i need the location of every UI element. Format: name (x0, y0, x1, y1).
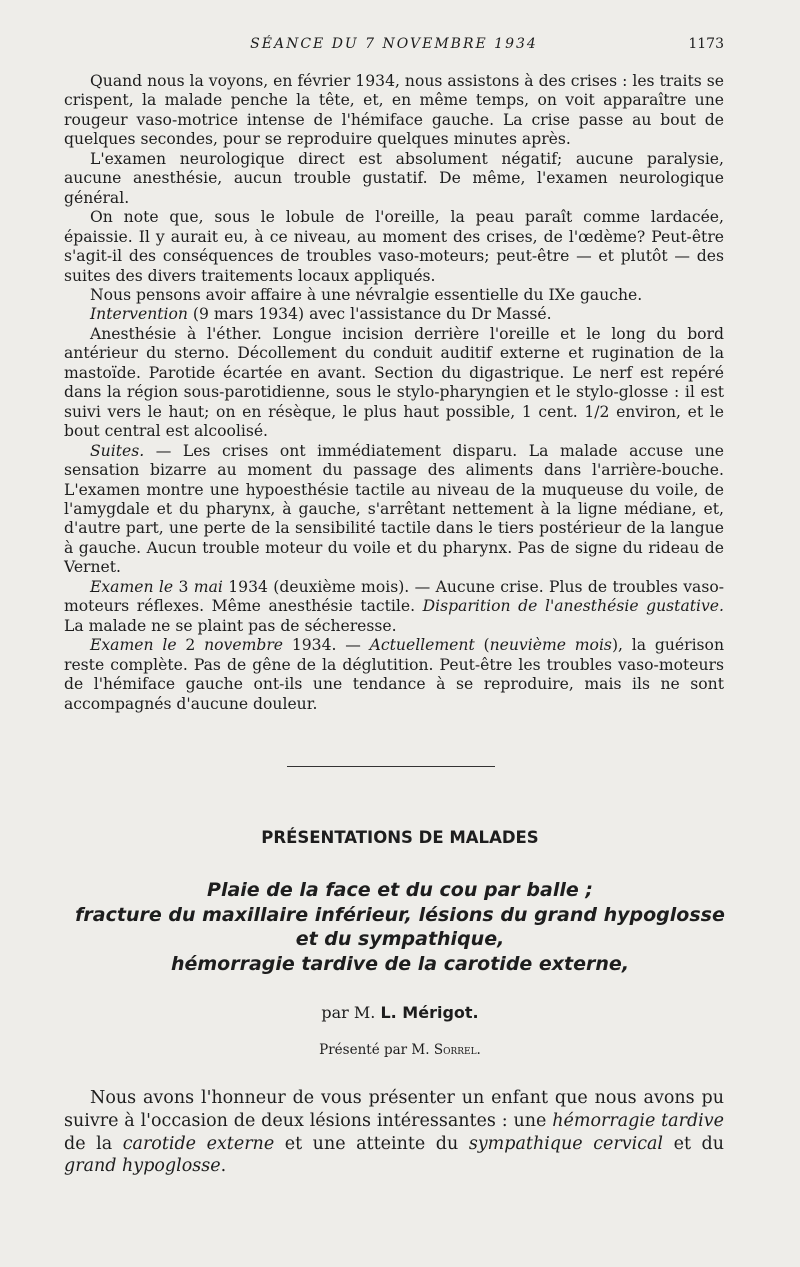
paragraph (64, 305, 724, 324)
text: Quand nous la voyons, en février 1934, nous assistons à des crises : les traits se crispent, la malade penche la tête, et, en même temps, on voit apparaître une rougeur vaso-motrice intense de l'hémiface gauche. La crise passe au bout de quelques secondes, pour se reproduire quelques minutes après. (64, 72, 724, 149)
page-number: 1173 (688, 36, 724, 52)
title-line: hémorragie tardive de la carotide externe, (170, 952, 630, 975)
presented-by-line (0, 1042, 800, 1058)
text: 1934. — (283, 636, 370, 655)
title-line: Plaie de la face et du cou par balle ; (207, 879, 593, 901)
text: de la (64, 1133, 123, 1154)
intro-paragraph (64, 1087, 724, 1178)
italic-text: Disparition de l'anesthésie gustative. (422, 597, 724, 616)
text: Anesthésie à l'éther. Longue incision derrière l'oreille et le long du bord antérieur du sterno. Décollement du conduit auditif externe et rugination de la mastoïde. Parotide écartée en avant. Section du digastrique. Le nerf est repéré dans la région sous-parotidienne, sous le stylo-pharyngien et le stylo-glosse : il est suivi vers le haut; on en résèque, le plus haut possible, 1 cent. 1/2 environ, et le bout central est alcoolisé. (64, 324, 724, 441)
text: 1934 (deuxième mois). — Aucune crise. Plus de troubles vaso-moteurs réflexes. Même anesthésie tactile. (64, 577, 724, 616)
text: (9 mars 1934) avec l'assistance du Dr Massé. (187, 305, 552, 324)
italic-text: Intervention (90, 305, 188, 324)
text: ), la guérison reste complète. Pas de gêne de la déglutition. Peut-être les troubles vaso-moteurs de l'hémiface gauche ont-ils une tendance à se reproduire, mais ils ne sont accompagnés d'aucune douleur. (64, 636, 724, 713)
author-line (0, 1003, 800, 1022)
text: On note que, sous le lobule de l'oreille, la peau paraît comme lardacée, épaissie. Il y aurait eu, à ce niveau, au moment des crises, de l'œdème? Peut-être s'agit-il des conséquences de troubles vaso-moteurs; peut-être — et plutôt — des suites des divers traitements locaux appliqués. (64, 208, 724, 285)
presenter-name: Sorrel. (433, 1042, 481, 1058)
italic-text: Examen le (90, 636, 177, 655)
paragraph (64, 325, 724, 442)
italic-text: carotide externe (122, 1133, 275, 1154)
paragraph (64, 578, 724, 636)
italic-text: Suites. (90, 441, 145, 460)
paragraph (64, 442, 724, 578)
text: La malade ne se plaint pas de sécheresse. (64, 616, 397, 635)
paragraph (64, 286, 724, 305)
title-line: et du sympathique, (295, 928, 505, 950)
paragraph (64, 150, 724, 208)
author-name: L. Mérigot. (380, 1003, 479, 1022)
italic-text: neuvième mois (489, 636, 612, 655)
italic-text: Examen le (90, 577, 174, 596)
text: 2 (176, 636, 205, 655)
presented-prefix: Présenté par M. (319, 1042, 430, 1058)
paragraph (64, 72, 724, 150)
section-divider (287, 766, 495, 767)
italic-text: Actuellement (369, 636, 475, 655)
case-report-text (64, 72, 724, 714)
section-heading: PRÉSENTATIONS DE MALADES (261, 828, 539, 847)
text: et une atteinte du (274, 1133, 469, 1154)
paragraph (64, 636, 724, 714)
italic-text: grand hypoglosse (64, 1156, 221, 1177)
text: ( (474, 636, 490, 655)
italic-text: hémorragie tardive (552, 1110, 725, 1131)
text: et du (663, 1133, 724, 1154)
running-header (64, 36, 724, 58)
text: Nous avons l'honneur de vous présenter un enfant que nous avons pu suivre à l'occasion de deux lésions intéressantes : une (64, 1088, 724, 1131)
article-title (50, 878, 750, 976)
text: L'examen neurologique direct est absolument négatif; aucune paralysie, aucune anesthésie, aucun trouble gustatif. De même, l'examen neurologique général. (64, 149, 724, 207)
header-title: SÉANCE DU 7 NOVEMBRE 1934 (250, 36, 538, 52)
paragraph (64, 208, 724, 286)
author-prefix: par M. (321, 1003, 376, 1022)
text: — Les crises ont immédiatement disparu. La malade accuse une sensation bizarre au moment du passage des aliments dans l'arrière-bouche. L'examen montre une hypoesthésie tactile au niveau de la muqueuse du voile, de l'amygdale et du pharynx, à gauche, s'arrêtant nettement à la ligne médiane, et, d'autre part, une perte de la sensibilité tactile dans le tiers postérieur de la langue à gauche. Aucun trouble moteur du voile et du pharynx. Pas de signe du rideau de Vernet. (64, 441, 724, 577)
text: . (220, 1156, 227, 1177)
text: Nous pensons avoir affaire à une névralgie essentielle du IXe gauche. (90, 285, 643, 304)
italic-text: sympathique cervical (468, 1133, 664, 1154)
italic-text: mai (193, 577, 223, 596)
italic-text: novembre (204, 636, 284, 655)
article-intro (64, 1087, 724, 1178)
text: 3 (173, 577, 194, 596)
title-line: fracture du maxillaire inférieur, lésions du grand hypoglosse (75, 903, 725, 926)
